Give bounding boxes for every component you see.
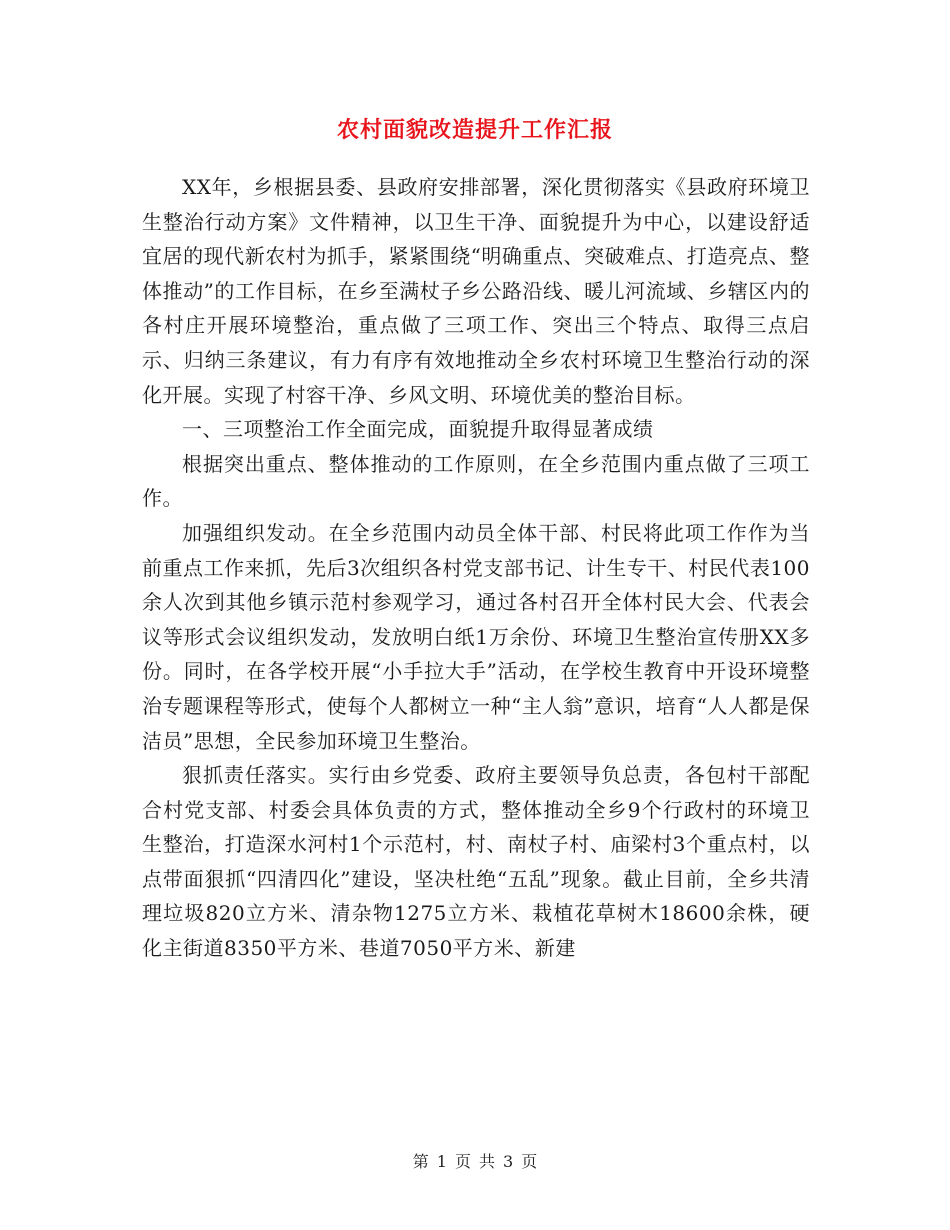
footer-total-label: 页 — [521, 1152, 538, 1171]
section-heading-1: 一、三项整治工作全面完成，面貌提升取得显著成绩 — [182, 417, 654, 442]
paragraph-principle: 根据突出重点、整体推动的工作原则，在全乡范围内重点做了三项工作。 — [142, 451, 810, 511]
paragraph-organization: 加强组织发动。在全乡范围内动员全体干部、村民将此项工作作为当前重点工作来抓，先后3次组织各村党支部书记、计生专干、村民代表100余人次到其他乡镇示范村参观学习，通过各村召开全体村民大会、代表会议等形式会议组织发动，发放明白纸1万余份、环境卫生整治宣传册XX多份。同时，在各学校开展“小手拉大手”活动，在学校生教育中开设环境整治专题课程等形式，使每个人都树立一种“主人翁”意识，培育“人人都是保洁员”思想，全民参加环境卫生整治。 — [142, 520, 810, 753]
footer-current-page: 1 — [436, 1152, 447, 1171]
document-title: 农村面貌改造提升工作汇报 — [336, 117, 613, 143]
paragraph-intro: XX年，乡根据县委、县政府安排部署，深化贯彻落实《县政府环境卫生整治行动方案》文件精神，以卫生干净、面貌提升为中心，以建设舒适宜居的现代新农村为抓手，紧紧围绕“明确重点、突破难点、打造亮点、整体推动”的工作目标，在乡至满杖子乡公路沿线、暖儿河流域、乡辖区内的各村庄开展环境整治，重点做了三项工作、突出三个特点、取得三点启示、归纳三条建议，有力有序有效地推动全乡农村环境卫生整治行动的深化开展。实现了村容干净、乡风文明、环境优美的整治目标。 — [142, 175, 810, 407]
footer-prefix: 第 — [412, 1152, 429, 1171]
document-body — [142, 170, 810, 966]
footer-total-pages: 3 — [503, 1152, 514, 1171]
page-footer — [0, 1150, 950, 1174]
paragraph-responsibility: 狠抓责任落实。实行由乡党委、政府主要领导负总责，各包村干部配合村党支部、村委会具体负责的方式，整体推动全乡9个行政村的环境卫生整治，打造深水河村1个示范村，村、南杖子村、庙梁村3个重点村，以点带面狠抓“四清四化”建设，坚决杜绝“五乱”现象。截止目前，全乡共清理垃圾820立方米、清杂物1275立方米、栽植花草树木18600余株，硬化主街道8350平方米、巷道7050平方米、新建 — [142, 763, 810, 961]
footer-page-label: 页 — [454, 1152, 471, 1171]
footer-total-prefix: 共 — [479, 1152, 496, 1171]
